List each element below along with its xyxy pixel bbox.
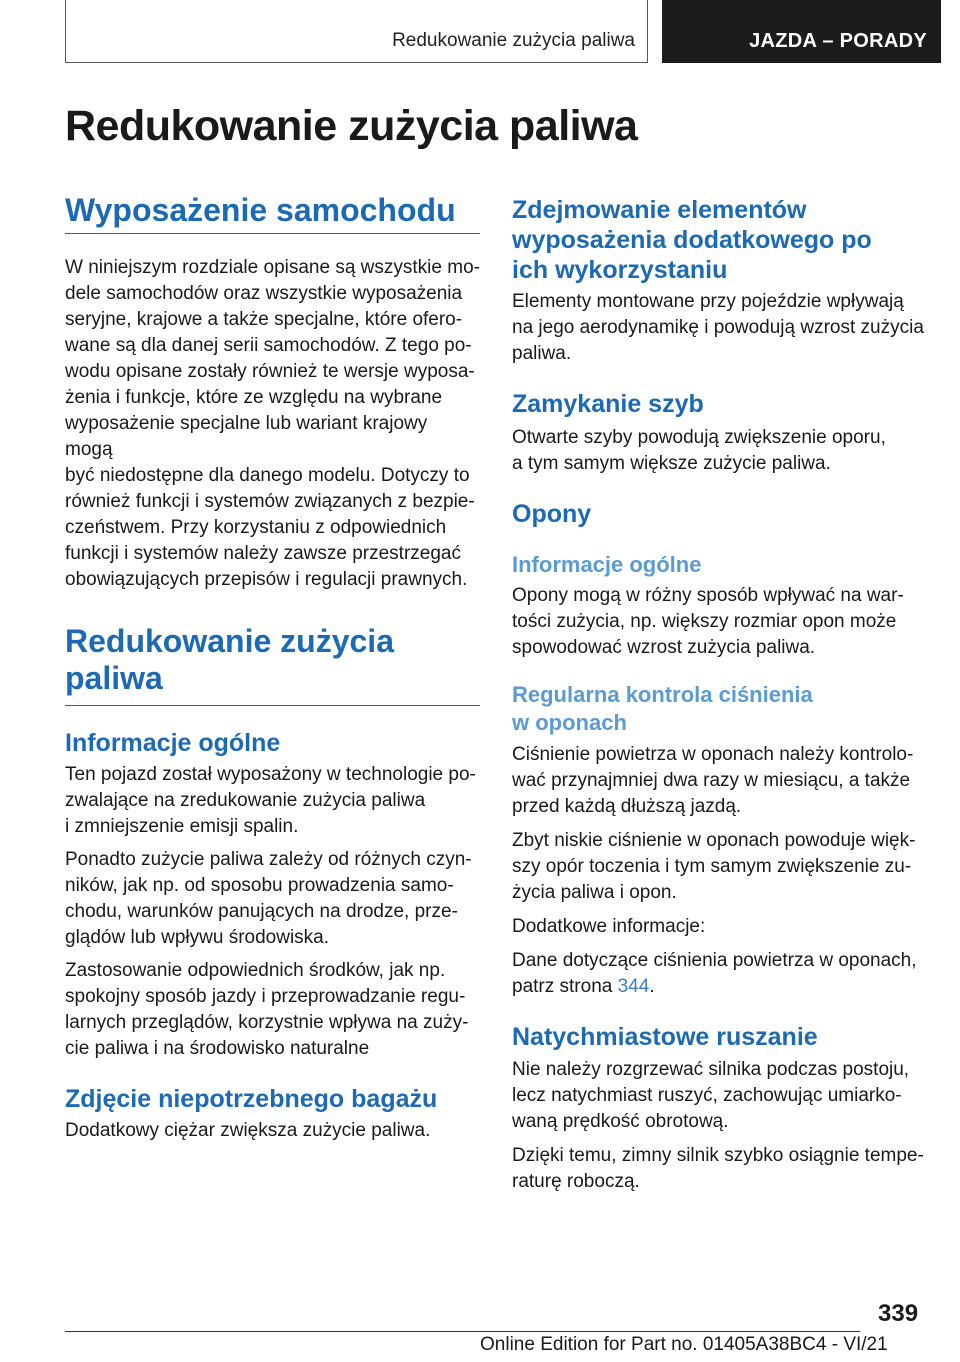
fuel-reduction-paragraph-2: Ponadto zużycie paliwa zależy od różnych czyn- ników, jak np. od sposobu prowadzenia samo- chodu, warunków panujących na drodze, prze- glądów lub wpływu środowiska. xyxy=(65,849,472,948)
subheading-tyre-pressure-check: Regularna kontrola ciśnienia w oponach xyxy=(512,682,813,735)
tyre-pressure-paragraph-1: Ciśnienie powietrza w oponach należy kontrolo- wać przynajmniej dwa razy w miesiącu, a także przed każdą dłuższą jazdą. xyxy=(512,744,914,817)
fuel-reduction-paragraph-3: Zastosowanie odpowiednich środków, jak np. spokojny sposób jazdy i przeprowadzanie regu- larnych przeglądów, korzystnie wpływa na zuży- cie paliwa i na środowisko naturalne xyxy=(65,960,469,1059)
page-title: Redukowanie zużycia paliwa xyxy=(65,102,638,150)
page-reference-link[interactable]: 344 xyxy=(617,976,650,997)
heading-vehicle-equipment: Wyposażenie samochodu xyxy=(65,192,480,234)
fuel-reduction-paragraph-1: Ten pojazd został wyposażony w technologie po- zwalające na zredukowanie zużycia paliwa i zmniejszenie emisji spalin. xyxy=(65,764,476,837)
vehicle-equipment-text: W niniejszym rozdziale opisane są wszystkie mo- dele samochodów oraz wszystkie wyposażenia seryjne, krajowe a także specjalne, które ofero- wane są dla danej serii samochodów. Z tego po- wodu opisane zostały również te wersje wyposa- żenia i funkcje, które ze względu na wybrane wyposażenie specjalne lub wariant krajowy mogą być niedostępne dla danego modelu. Dotyczy to również funkcji i systemów związanych z bezpie- czeństwem. Przy korzystaniu z odpowiednich funkcji i systemów należy zawsze przestrzegać obowiązujących przepisów i regulacji prawnych. xyxy=(65,257,480,590)
tyre-pressure-reference-text: Dane dotyczące ciśnienia powietrza w oponach, patrz strona xyxy=(512,950,917,997)
heading-tyres: Opony xyxy=(512,500,592,528)
tyre-pressure-reference-end: . xyxy=(649,976,655,997)
left-column xyxy=(65,192,480,1144)
heading-close-windows: Zamykanie szyb xyxy=(512,390,704,418)
tyre-pressure-paragraph-4 xyxy=(512,948,924,1000)
right-column xyxy=(512,195,924,1195)
heading-immediate-start: Natychmiastowe ruszanie xyxy=(512,1023,818,1051)
heading-remove-luggage: Zdjęcie niepotrzebnego bagażu xyxy=(65,1085,438,1113)
header-chapter-box xyxy=(662,0,941,63)
heading-fuel-reduction: Redukowanie zużycia paliwa xyxy=(65,623,480,706)
tyre-pressure-paragraph-2: Zbyt niskie ciśnienie w oponach powoduje więk- szy opór toczenia i tym samym zwiększenie zu- życia paliwa i opon. xyxy=(512,830,916,903)
immediate-start-paragraph-1: Nie należy rozgrzewać silnika podczas postoju, lecz natychmiast ruszyć, zachowując umiarko- waną prędkość obrotową. xyxy=(512,1059,910,1132)
tyre-pressure-paragraph-3: Dodatkowe informacje: xyxy=(512,916,706,937)
header-chapter-title: JAZDA – PORADY xyxy=(749,30,927,52)
header-section-box xyxy=(65,0,648,63)
subheading-general-info: Informacje ogólne xyxy=(65,729,281,757)
remove-luggage-text: Dodatkowy ciężar zwiększa zużycie paliwa. xyxy=(65,1120,431,1141)
footer-divider xyxy=(65,1331,860,1332)
subheading-tyres-general-info: Informacje ogólne xyxy=(512,552,702,577)
header-section-title: Redukowanie zużycia paliwa xyxy=(392,30,635,51)
footer-edition: Online Edition for Part no. 01405A38BC4 - VI/21 xyxy=(480,1334,888,1355)
remove-accessories-text: Elementy montowane przy pojeździe wpływają na jego aerodynamikę i powodują wzrost zużycia paliwa. xyxy=(512,291,924,364)
immediate-start-paragraph-2: Dzięki temu, zimny silnik szybko osiągnie tempe- raturę roboczą. xyxy=(512,1145,924,1192)
page-number: 339 xyxy=(878,1300,919,1327)
heading-remove-accessories: Zdejmowanie elementów wyposażenia dodatkowego po ich wykorzystaniu xyxy=(512,196,872,284)
tyres-general-info-text: Opony mogą w różny sposób wpływać na war- tości zużycia, np. większy rozmiar opon może spowodować wzrost zużycia paliwa. xyxy=(512,585,904,658)
close-windows-text: Otwarte szyby powodują zwiększenie oporu, a tym samym większe zużycie paliwa. xyxy=(512,427,886,474)
